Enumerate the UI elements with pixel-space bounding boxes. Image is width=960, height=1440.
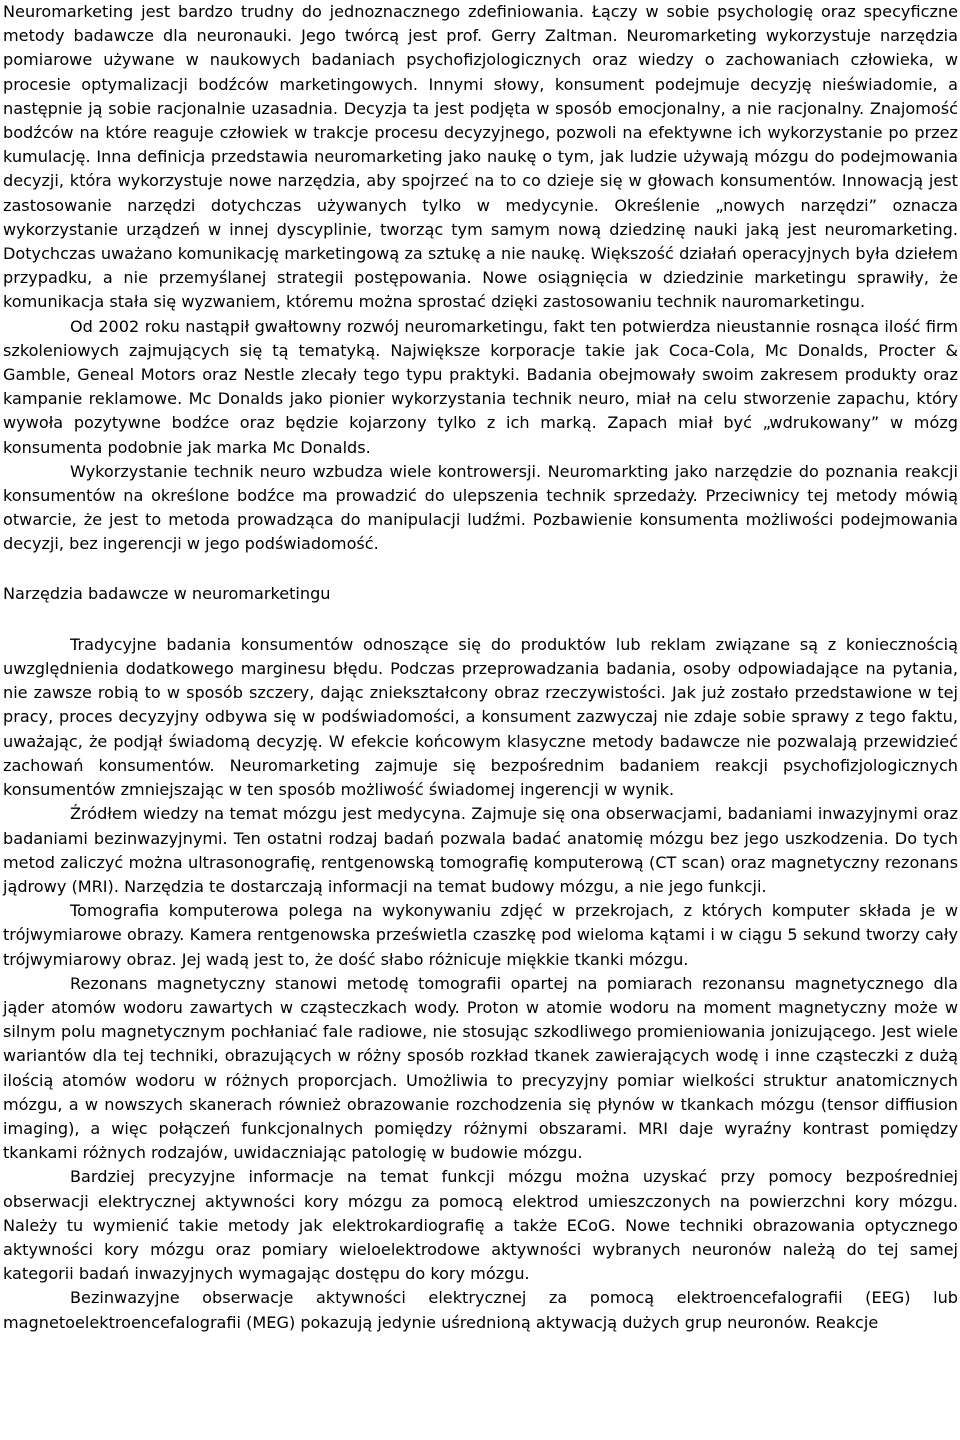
- paragraph-computed-tomography: Tomografia komputerowa polega na wykonywaniu zdjęć w przekrojach, z których komputer składa je w trójwymiarowe obrazy. Kamera rentgenowska prześwietla czaszkę pod wieloma kątami i w ciągu 5 sekund tworzy cały trójwymiarowy obraz. Jej wadą jest to, że dość słabo różnicuje miękkie tkanki mózgu.: [3, 901, 958, 969]
- paragraph-medicine-source: Źródłem wiedzy na temat mózgu jest medycyna. Zajmuje się ona obserwacjami, badaniami inwazyjnymi oraz badaniami bezinwazyjnymi. Ten ostatni rodzaj badań pozwala badać anatomię mózgu bez jego uszkodzenia. Do tych metod zaliczyć można ultrasonografię, rentgenowską tomografię komputerową (CT scan) oraz magnetyczny rezonans jądrowy (MRI). Narzędzia te dostarczają informacji na temat budowy mózgu, a nie jego funkcji.: [3, 804, 958, 896]
- paragraph-traditional-research: Tradycyjne badania konsumentów odnoszące się do produktów lub reklam związane są z koniecznością uwzględnienia dodatkowego marginesu błędu. Podczas przeprowadzania badania, osoby odpowiadające na pytania, nie zawsze robią to w sposób szczery, dając zniekształcony obraz rzeczywistości. Jak już zostało przedstawione w tej pracy, proces decyzyjny odbywa się w podświadomości, a konsument zazwyczaj nie zdaje sobie sprawy z tego faktu, uważając, że podjął świadomą decyzję. W efekcie końcowym klasyczne metody badawcze nie pozwalają przewidzieć zachowań konsumentów. Neuromarketing zajmuje się bezpośrednim badaniem reakcji psychofizjologicznych konsumentów zmniejszając w ten sposób możliwość świadomej ingerencji w wynik.: [3, 634, 958, 800]
- section-heading: Narzędzia badawcze w neuromarketingu: [3, 583, 331, 603]
- paragraph-neuromarketing-history: Od 2002 roku nastąpił gwałtowny rozwój neuromarketingu, fakt ten potwierdza nieustannie rosnąca ilość firm szkoleniowych zajmujących się tą tematyką. Największe korporacje takie jak Coca-Cola, Mc Donalds, Procter & Gamble, Geneal Motors oraz Nestle zlecały tego typu praktyki. Badania obejmowały swoim zakresem produkty oraz kampanie reklamowe. Mc Donalds jako pionier wykorzystania technik neuro, miał na celu stworzenie zapachu, który wywoła pozytywne bodźce oraz będzie kojarzony tylko z ich marką. Zapach miał być „wdrukowany” w mózg konsumenta podobnie jak marka Mc Donalds.: [3, 316, 958, 457]
- paragraph-eeg-meg: Bezinwazyjne obserwacje aktywności elektrycznej za pomocą elektroencefalografii (EEG) lub magnetoelektroencefalografii (MEG) pokazują jedynie uśrednioną aktywacją dużych grup neuronów. Reakcje: [3, 1288, 958, 1332]
- paragraph-neuromarketing-definition: Neuromarketing jest bardzo trudny do jednoznacznego zdefiniowania. Łączy w sobie psychologię oraz specyficzne metody badawcze dla neuronauki. Jego twórcą jest prof. Gerry Zaltman. Neuromarketing wykorzystuje narzędzia pomiarowe używane w naukowych badaniach psychofizjologicznych oraz wiedzy o zachowaniach człowieka, w procesie optymalizacji bodźców marketingowych. Innymi słowy, konsument podejmuje decyzję nieświadomie, a następnie ją sobie racjonalnie uzasadnia. Decyzja ta jest podjęta w sposób emocjonalny, a nie racjonalny. Znajomość bodźców na które reaguje człowiek w trakcje procesu decyzyjnego, pozwoli na efektywne ich wykorzystanie po przez kumulację. Inna definicja przedstawia neuromarketing jako naukę o tym, jak ludzie używają mózgu do podejmowania decyzji, która wykorzystuje nowe narzędzia, aby spojrzeć na to co dzieje się w głowach konsumentów. Innowacją jest zastosowanie narzędzi dotychczas używanych tylko w medycynie. Określenie „nowych narzędzi” oznacza wykorzystanie urządzeń w innej dyscyplinie, tworząc tym samym nową dziedzinę nauki jaką jest neuromarketing. Dotychczas uważano komunikację marketingową za sztukę a nie naukę. Większość działań operacyjnych była dziełem przypadku, a nie przemyślanej strategii postępowania. Nowe osiągnięcia w dziedzinie marketingu sprawiły, że komunikacja stała się wyzwaniem, któremu można sprostać dzięki zastosowaniu technik nauromarketingu.: [3, 2, 958, 312]
- paragraph-neuromarketing-controversy: Wykorzystanie technik neuro wzbudza wiele kontrowersji. Neuromarkting jako narzędzie do poznania reakcji konsumentów na określone bodźce ma prowadzić do ulepszenia technik sprzedaży. Przeciwnicy tej metody mówią otwarcie, że jest to metoda prowadząca do manipulacji ludźmi. Pozbawienie konsumenta możliwości podejmowania decyzji, bez ingerencji w jego podświadomość.: [3, 461, 958, 554]
- paragraph-electrical-activity: Bardziej precyzyjne informacje na temat funkcji mózgu można uzyskać przy pomocy bezpośredniej obserwacji elektrycznej aktywności kory mózgu za pomocą elektrod umieszczonych na powierzchni kory mózgu. Należy tu wymienić takie metody jak elektrokardiografię a także ECoG. Nowe techniki obrazowania optycznego aktywności kory mózgu oraz pomiary wieloelektrodowe aktywności wybranych neuronów należą do tej samej kategorii badań inwazyjnych wymagając dostępu do kory mózgu.: [3, 1167, 958, 1284]
- paragraph-magnetic-resonance: Rezonans magnetyczny stanowi metodę tomografii opartej na pomiarach rezonansu magnetycznego dla jąder atomów wodoru zawartych w cząsteczkach wody. Proton w atomie wodoru na moment magnetyczny może w silnym polu magnetycznym pochłaniać fale radiowe, nie stosując szkodliwego promieniowania jonizującego. Jest wiele wariantów dla tej techniki, obrazujących w różny sposób rozkład tkanek zawierających wodę i inne cząsteczki z dużą ilością atomów wodoru w różnych proporcjach. Umożliwia to precyzyjny pomiar wielkości struktur anatomicznych mózgu, a w nowszych skanerach również obrazowanie rozchodzenia się płynów w tkankach mózgu (tensor diffiusion imaging), a więc połączeń funkcjonalnych pomiędzy różnymi obszarami. MRI daje wyraźny kontrast pomiędzy tkankami różnych rodzajów, uwidaczniając patologię w budowie mózgu.: [3, 973, 958, 1163]
